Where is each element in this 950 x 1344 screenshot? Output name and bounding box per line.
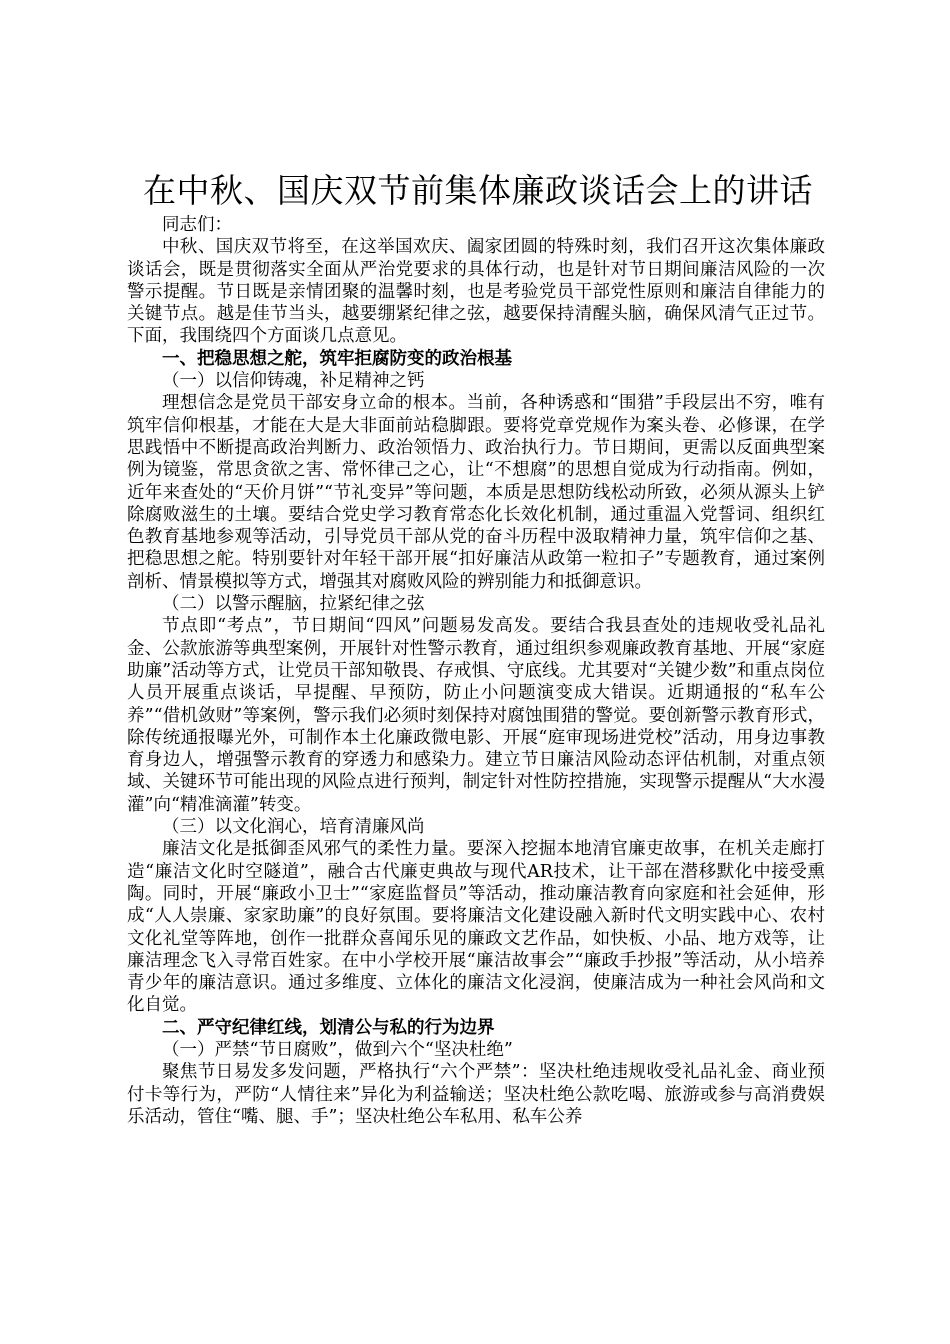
section-1-sub-2-body: 节点即“考点”，节日期间“四风”问题易发高发。要结合我县查处的违规收受礼品礼金、公款旅游等典型案例，开展针对性警示教育，通过组织参观廉政教育基地、开展“家庭助廉”活动等方式，让党员干部知敬畏、存戒惧、守底线。尤其要对“关键少数”和重点岗位人员开展重点谈话，早提醒、早预防，防止小问题演变成大错误。近期通报的“私车公养”“借机敛财”等案例，警示我们必须时刻保持对腐蚀围猎的警觉。要创新警示教育形式，除传统通报曝光外，可制作本土化廉政微电影、开展“庭审现场进党校”活动，用身边事教育身边人，增强警示教育的穿透力和感染力。建立节日廉洁风险动态评估机制，对重点领域、关键环节可能出现的风险点进行预判，制定针对性防控措施，实现警示提醒从“大水漫灌”向“精准滴灌”转变。 [127, 616, 825, 815]
section-1-sub-1-heading: （一）以信仰铸魂，补足精神之钙 [162, 371, 425, 392]
section-1-sub-1-body: 理想信念是党员干部安身立命的根本。当前，各种诱惑和“围猎”手段层出不穷，唯有筑牢信仰根基，才能在大是大非面前站稳脚跟。要将党章党规作为案头卷、必修课，在学思践悟中不断提高政治判断力、政治领悟力、政治执行力。节日期间，更需以反面典型案例为镜鉴，常思贪欲之害、常怀律己之心，让“不想腐”的思想自觉成为行动指南。例如，近年来查处的“天价月饼”“节礼变异”等问题，本质是思想防线松动所致，必须从源头上铲除腐败滋生的土壤。要结合党史学习教育常态化长效化机制，通过重温入党誓词、组织红色教育基地参观等活动，引导党员干部从党的奋斗历程中汲取精神力量，筑牢信仰之基、把稳思想之舵。特别要针对年轻干部开展“扣好廉洁从政第一粒扣子”专题教育，通过案例剖析、情景模拟等方式，增强其对腐败风险的辨别能力和抵御意识。 [127, 393, 825, 592]
section-1-sub-2-heading: （二）以警示醒脑，拉紧纪律之弦 [162, 594, 425, 615]
document-title: 在中秋、国庆双节前集体廉政谈话会上的讲话 [143, 171, 813, 210]
section-2-sub-1-heading: （一）严禁“节日腐败”，做到六个“坚决杜绝” [162, 1039, 513, 1060]
document-page [127, 168, 825, 1128]
section-2-heading: 二、严守纪律红线，划清公与私的行为边界 [162, 1017, 495, 1038]
intro-paragraph: 中秋、国庆双节将至，在这举国欢庆、阖家团圆的特殊时刻，我们召开这次集体廉政谈话会，既是贯彻落实全面从严治党要求的具体行动，也是针对节日期间廉洁风险的一次警示提醒。节日既是亲情团聚的温馨时刻，也是考验党员干部党性原则和廉洁自律能力的关键节点。越是佳节当头，越要绷紧纪律之弦，越要保持清醒头脑，确保风清气正过节。下面，我围绕四个方面谈几点意见。 [127, 237, 825, 347]
section-1-sub-3-body: 廉洁文化是抵御歪风邪气的柔性力量。要深入挖掘本地清官廉吏故事，在机关走廊打造“廉洁文化时空隧道”，融合古代廉吏典故与现代AR技术，让干部在潜移默化中接受熏陶。同时，开展“廉政小卫士”“家庭监督员”等活动，推动廉洁教育向家庭和社会延伸，形成“人人崇廉、家家助廉”的良好氛围。要将廉洁文化建设融入新时代文明实践中心、农村文化礼堂等阵地，创作一批群众喜闻乐见的廉政文艺作品，如快板、小品、地方戏等，让廉洁理念飞入寻常百姓家。在中小学校开展“廉洁故事会”“廉政手抄报”等活动，从小培养青少年的廉洁意识。通过多维度、立体化的廉洁文化浸润，使廉洁成为一种社会风尚和文化自觉。 [127, 839, 825, 1016]
greeting: 同志们： [162, 215, 232, 235]
section-1-heading: 一、把稳思想之舵，筑牢拒腐防变的政治根基 [162, 348, 512, 369]
section-2-sub-1-body: 聚焦节日易发多发问题，严格执行“六个严禁”：坚决杜绝违规收受礼品礼金、商业预付卡等行为，严防“人情往来”异化为利益输送；坚决杜绝公款吃喝、旅游或参与高消费娱乐活动，管住“嘴、腿、手”；坚决杜绝公车私用、私车公养 [127, 1062, 825, 1127]
section-1-sub-3-heading: （三）以文化润心，培育清廉风尚 [162, 817, 425, 838]
